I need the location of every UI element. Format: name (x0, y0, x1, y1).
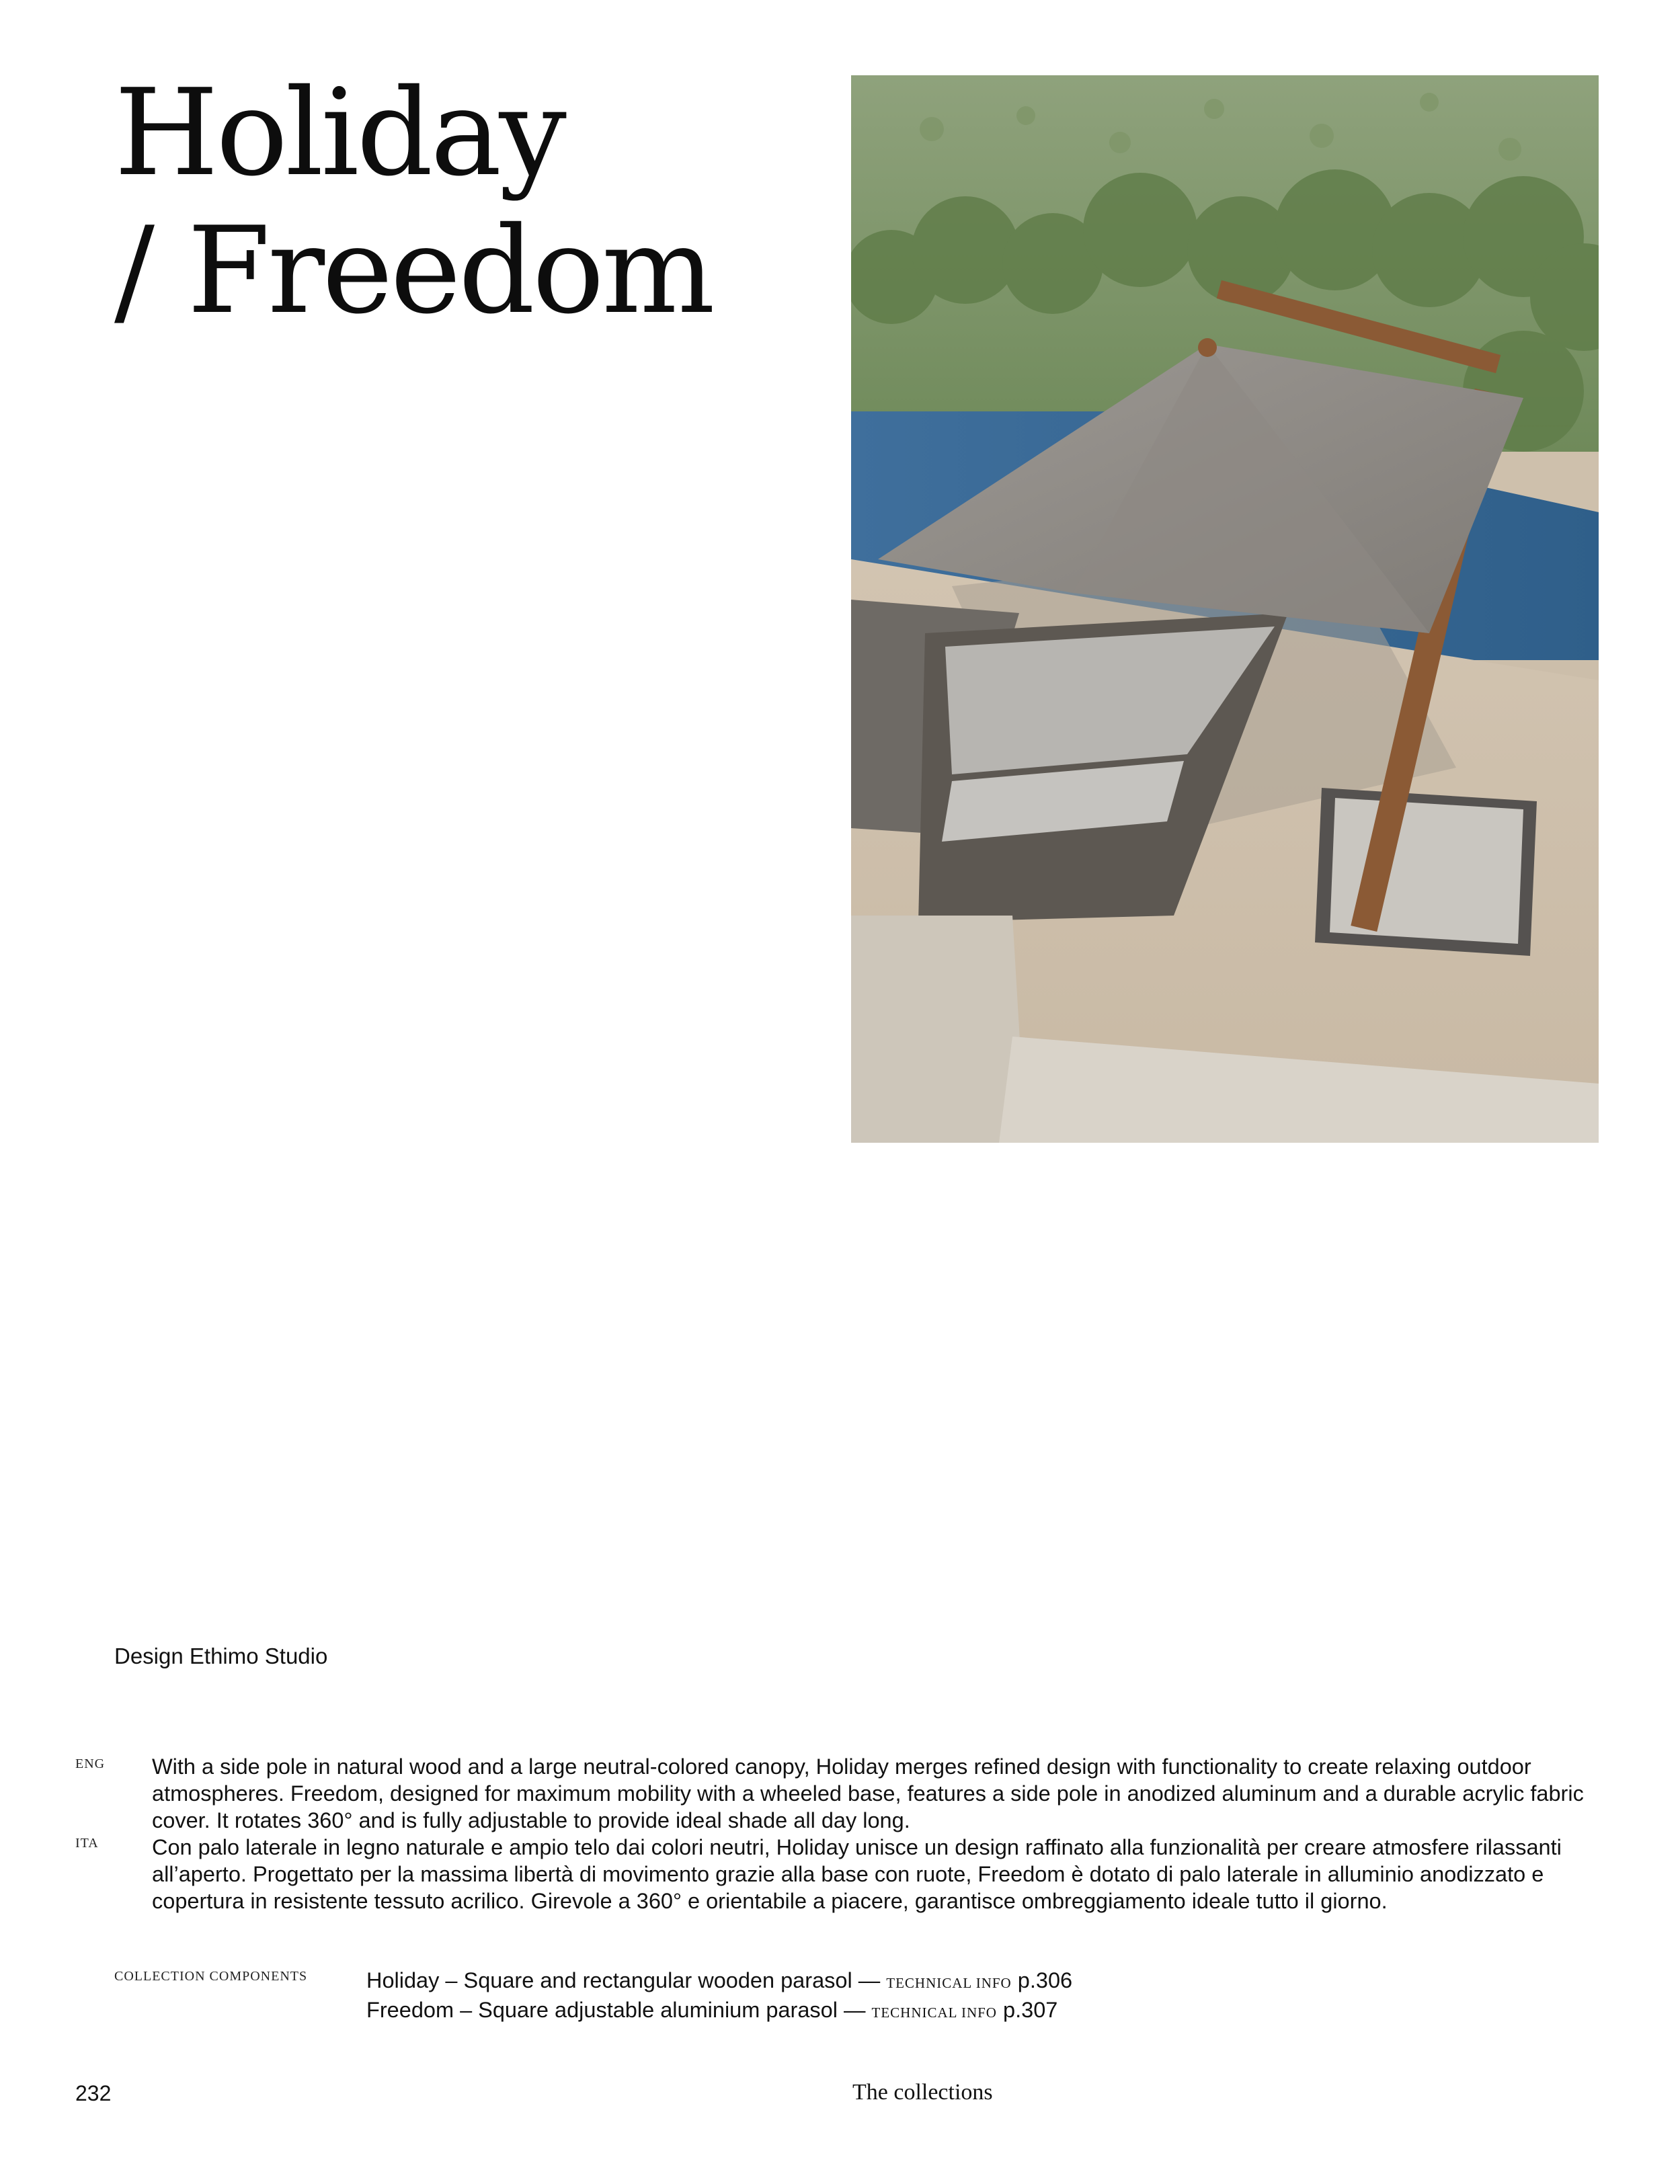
parasol-scene-image (851, 75, 1599, 1143)
section-footer: The collections (852, 2080, 993, 2105)
component-name: Freedom – Square adjustable aluminium parasol — (366, 1998, 866, 2022)
description-ita: Con palo laterale in legno naturale e ampio telo dai colori neutri, Holiday unisce un design raffinato alla funzionalità per creare atmosfere rilassanti all’aperto. Progettato per la massima libertà di movimento grazie alla base con ruote, Freedom è dotato di palo laterale in alluminio anodizzato e copertura in resistente tessuto acrilico. Girevole a 360° e orientabile a piacere, garantisce ombreggiamento ideale tutto il giorno. (152, 1835, 1562, 1913)
component-page-reference: p.306 (1017, 1968, 1073, 1992)
collection-components-label: COLLECTION COMPONENTS (114, 1969, 308, 1984)
collection-components-list (366, 1967, 1072, 2026)
design-credit: Design Ethimo Studio (114, 1644, 328, 1668)
component-item (366, 1996, 1072, 2026)
title-line-2: / Freedom (114, 201, 713, 340)
component-page-reference: p.307 (1003, 1998, 1058, 2022)
description-eng: With a side pole in natural wood and a large neutral-colored canopy, Holiday merges refined design with functionality to create relaxing outdoor atmospheres. Freedom, designed for maximum mobility with a wheeled base, features a side pole in anodized aluminum and a durable acrylic fabric cover. It rotates 360° and is fully adjustable to provide ideal shade all day long. (152, 1754, 1584, 1832)
language-label-ita: ITA (75, 1836, 99, 1851)
component-name: Holiday – Square and rectangular wooden parasol — (366, 1968, 881, 1992)
title-line-1: Holiday (114, 63, 564, 202)
product-photo (851, 75, 1599, 1143)
page-title (114, 64, 713, 339)
language-label-eng: ENG (75, 1756, 106, 1771)
technical-info-label: TECHNICAL INFO (871, 2005, 997, 2021)
component-item (366, 1967, 1072, 1996)
page-number: 232 (75, 2081, 112, 2105)
technical-info-label: TECHNICAL INFO (886, 1975, 1012, 1991)
